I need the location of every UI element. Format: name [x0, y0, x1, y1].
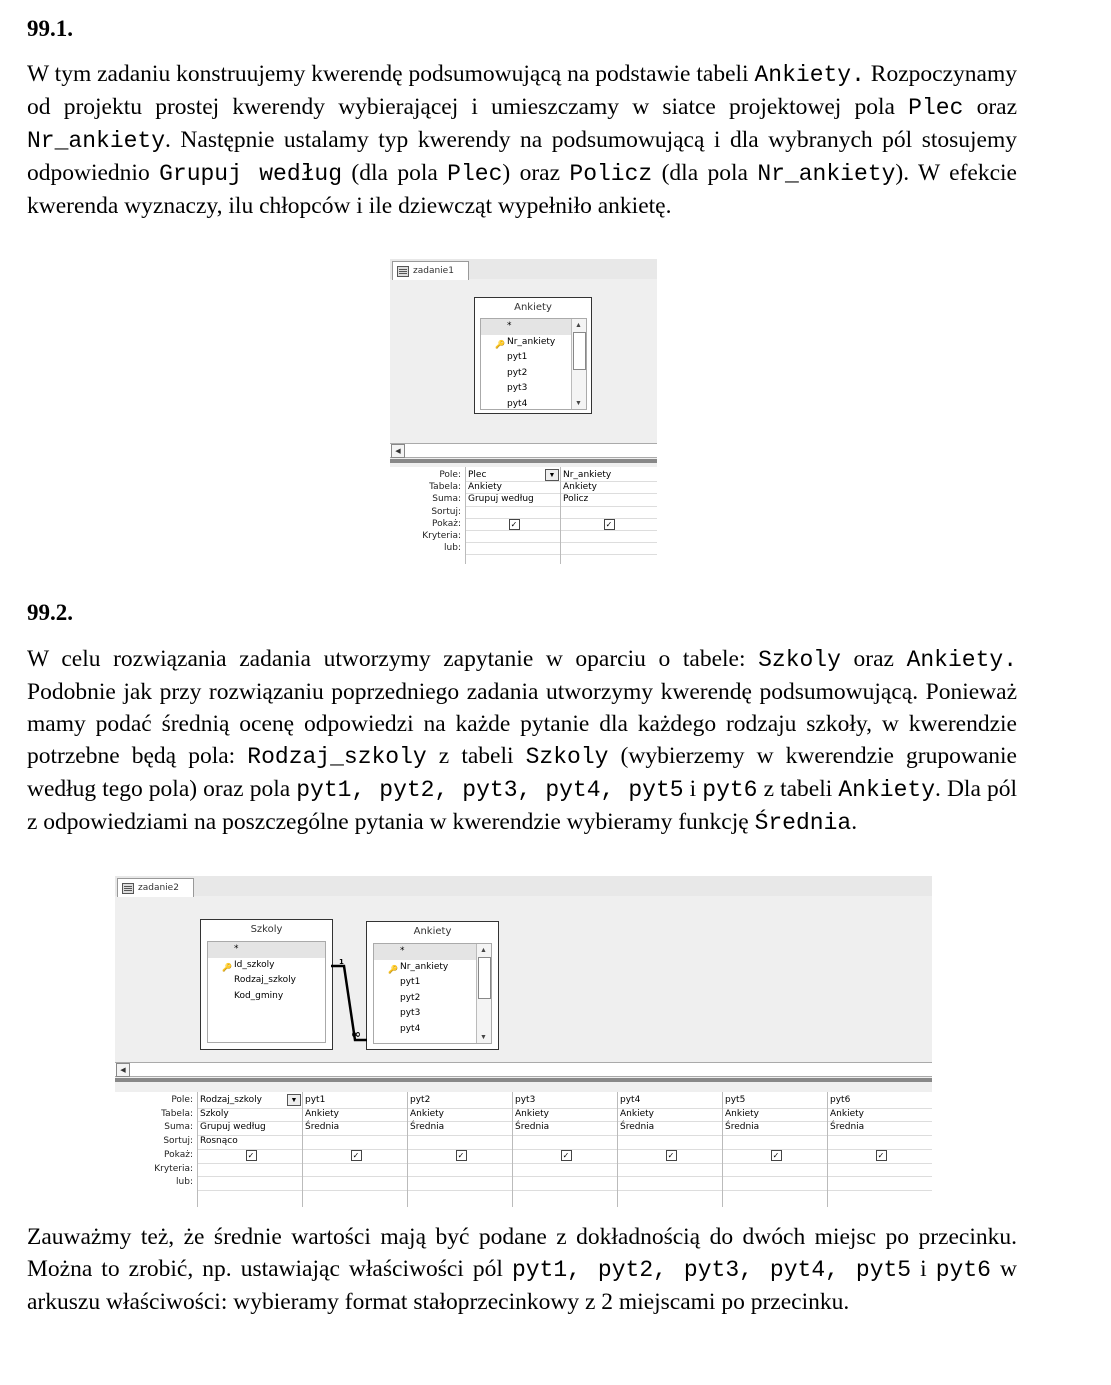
- field-name: pyt4: [400, 1023, 421, 1034]
- grid-cell-tabela[interactable]: Ankiety: [620, 1108, 654, 1119]
- field-item[interactable]: [374, 1022, 491, 1038]
- relation-one-label: 1: [339, 958, 344, 966]
- show-checkbox[interactable]: ✓: [509, 519, 520, 530]
- chevron-down-icon[interactable]: ▼: [287, 1094, 301, 1106]
- query-grid[interactable]: [115, 1092, 932, 1207]
- paragraph-99-2: [27, 643, 1017, 839]
- code-term: Szkoly: [525, 744, 609, 770]
- grid-cell-pole[interactable]: pyt2: [410, 1095, 431, 1105]
- field-name: *: [400, 946, 405, 956]
- grid-cell-pole[interactable]: Nr_ankiety: [563, 470, 612, 480]
- grid-row-label: Pole:: [171, 1095, 193, 1105]
- code-term: Nr_ankiety: [27, 128, 166, 154]
- field-list[interactable]: [480, 318, 587, 410]
- grid-cell-suma[interactable]: Policz: [563, 494, 589, 505]
- code-term: Grupuj według: [159, 161, 343, 187]
- scroll-left-icon[interactable]: ◀: [391, 444, 405, 458]
- grid-row-label: Pole:: [439, 470, 461, 480]
- primary-key-icon: 🔑: [495, 339, 505, 349]
- query-grid[interactable]: [390, 467, 657, 564]
- code-term: Nr_ankiety: [757, 161, 896, 187]
- horizontal-scrollbar[interactable]: [115, 1062, 932, 1077]
- text-run: i: [911, 1256, 936, 1282]
- grid-column[interactable]: [617, 1092, 723, 1207]
- section-title-99-1: 99.1.: [27, 16, 73, 41]
- query-design-window-zadanie1: [390, 259, 657, 564]
- tab-zadanie2[interactable]: [117, 878, 194, 897]
- field-item[interactable]: [208, 973, 325, 989]
- show-checkbox[interactable]: ✓: [771, 1150, 782, 1161]
- text-run: oraz: [840, 646, 907, 672]
- grid-cell-pole[interactable]: pyt6: [830, 1095, 851, 1105]
- field-name: *: [507, 321, 512, 331]
- field-name: pyt3: [507, 383, 528, 393]
- show-checkbox[interactable]: ✓: [604, 519, 615, 530]
- grid-cell-suma[interactable]: Średnia: [830, 1122, 865, 1133]
- chevron-down-icon[interactable]: ▼: [545, 469, 559, 481]
- grid-cell-tabela[interactable]: Ankiety: [305, 1108, 339, 1119]
- grid-cell-suma[interactable]: Średnia: [515, 1122, 550, 1133]
- code-term: pyt1, pyt2, pyt3, pyt4, pyt5: [296, 777, 684, 803]
- code-term: Ankiety.: [754, 62, 865, 88]
- show-checkbox[interactable]: ✓: [351, 1150, 362, 1161]
- tab-label: zadanie1: [413, 266, 454, 276]
- code-term: Plec: [908, 95, 964, 121]
- grid-row-label: Sortuj:: [431, 506, 461, 517]
- field-item[interactable]: [374, 975, 491, 991]
- text-run: (dla pola: [342, 160, 448, 186]
- field-name: *: [234, 944, 239, 954]
- grid-cell-suma[interactable]: Średnia: [620, 1122, 655, 1133]
- table-title: Ankiety: [514, 302, 552, 313]
- grid-cell-pole[interactable]: pyt3: [515, 1095, 536, 1105]
- pane-splitter[interactable]: [115, 1078, 932, 1082]
- field-name: pyt1: [507, 352, 528, 362]
- text-run: z tabeli: [426, 743, 526, 769]
- grid-cell-tabela[interactable]: Szkoly: [200, 1108, 229, 1119]
- grid-row-label: lub:: [444, 543, 461, 554]
- grid-cell-tabela[interactable]: Ankiety: [410, 1108, 444, 1119]
- grid-row-label: Tabela:: [161, 1108, 193, 1119]
- text-run: Podobnie jak przy rozwiązaniu poprzedniego zadania utworzymy kwerendę podsumowującą. Ponieważ mamy podać średnią ocenę odpowiedzi na każde pytanie dla każdego rodzaju szkoły, w kwerendzie potrzebne będą pola:: [27, 679, 1017, 769]
- grid-row-label: Kryteria:: [422, 531, 461, 541]
- paragraph-99-1: [27, 58, 1017, 222]
- grid-column[interactable]: [722, 1092, 828, 1207]
- grid-column[interactable]: [465, 467, 561, 564]
- grid-cell-suma[interactable]: Średnia: [725, 1122, 760, 1133]
- field-item[interactable]: [208, 989, 325, 1005]
- code-term: Ankiety.: [906, 647, 1017, 673]
- grid-cell-suma[interactable]: Grupuj według: [468, 494, 534, 505]
- grid-column[interactable]: [197, 1092, 303, 1207]
- text-run: oraz: [963, 94, 1018, 120]
- grid-row-label: Sortuj:: [163, 1136, 193, 1147]
- grid-cell-pole[interactable]: pyt4: [620, 1095, 641, 1105]
- field-name: pyt3: [400, 1008, 421, 1018]
- pane-splitter[interactable]: [390, 459, 657, 463]
- code-term: Ankiety: [838, 777, 935, 803]
- code-term: Policz: [569, 161, 653, 187]
- show-checkbox[interactable]: ✓: [561, 1150, 572, 1161]
- text-run: ) oraz: [502, 160, 570, 186]
- scroll-down-icon[interactable]: ▼: [575, 399, 582, 407]
- table-box-ankiety[interactable]: [474, 297, 592, 414]
- grid-cell-tabela[interactable]: Ankiety: [515, 1108, 549, 1119]
- field-name: Nr_ankiety: [507, 336, 556, 347]
- grid-cell-pole[interactable]: Plec: [468, 470, 487, 480]
- text-run: . Następnie ustalamy typ kwerendy na podsumowującą i dla wybranych pól stosujemy odpowiednio: [27, 127, 1017, 186]
- text-run: z tabeli: [757, 776, 839, 802]
- grid-cell-suma[interactable]: Średnia: [305, 1122, 340, 1133]
- field-item[interactable]: [374, 960, 491, 976]
- tab-zadanie1[interactable]: [392, 261, 469, 280]
- grid-column[interactable]: [302, 1092, 408, 1207]
- field-list[interactable]: [373, 943, 492, 1044]
- text-run: w arkuszu właściwości: wybieramy format stałoprzecinkowy z 2 miejscami po przecinku.: [27, 1256, 1017, 1315]
- relationship-connector: [331, 966, 367, 1040]
- table-box-szkoly[interactable]: [200, 919, 333, 1050]
- code-term: Szkoly: [758, 647, 841, 673]
- grid-cell-suma[interactable]: Średnia: [410, 1122, 445, 1133]
- field-name: Rodzaj_szkoly: [234, 975, 296, 985]
- field-all-star[interactable]: [374, 944, 491, 960]
- text-run: W celu rozwiązania zadania utworzymy zapytanie w oparciu o tabele:: [27, 646, 759, 672]
- text-run: i: [683, 776, 703, 802]
- show-checkbox[interactable]: ✓: [666, 1150, 677, 1161]
- section-title-99-2: 99.2.: [27, 600, 73, 625]
- scroll-left-icon[interactable]: ◀: [116, 1063, 130, 1077]
- field-list-scrollbar[interactable]: [476, 944, 491, 1043]
- code-term: pyt6: [935, 1257, 991, 1283]
- field-item[interactable]: [208, 958, 325, 974]
- paragraph-closing: [27, 1221, 1017, 1318]
- field-name: pyt2: [400, 992, 421, 1003]
- grid-row-label: Pokaż:: [432, 518, 461, 529]
- scroll-up-icon[interactable]: ▲: [575, 321, 582, 329]
- show-checkbox[interactable]: ✓: [246, 1150, 257, 1161]
- text-run: (wybierzemy w kwerendzie grupowanie według tego pola) oraz pola: [27, 743, 1017, 802]
- grid-column[interactable]: [560, 467, 656, 564]
- grid-cell-tabela[interactable]: Ankiety: [563, 482, 597, 493]
- grid-column[interactable]: [407, 1092, 513, 1207]
- grid-row-label: Kryteria:: [154, 1163, 193, 1174]
- tab-label: zadanie2: [138, 883, 179, 893]
- query-design-window-zadanie2: [115, 876, 932, 1207]
- field-name: Kod_gminy: [234, 990, 284, 1001]
- field-all-star[interactable]: [208, 942, 325, 958]
- grid-row-label: Tabela:: [429, 482, 461, 493]
- scroll-down-icon[interactable]: ▼: [480, 1033, 487, 1041]
- table-title: Szkoly: [250, 924, 283, 935]
- code-term: Średnia: [754, 810, 852, 836]
- text-run: Zauważmy też, że średnie wartości mają być podane z dokładnością do dwóch miejsc po przecinku. Można to zrobić, np. ustawiając właściwości pól: [27, 1224, 1017, 1282]
- grid-row-label: Suma:: [164, 1122, 193, 1133]
- grid-column[interactable]: [512, 1092, 618, 1207]
- field-name: pyt4: [507, 398, 528, 409]
- scroll-thumb[interactable]: [573, 332, 586, 370]
- grid-cell-suma[interactable]: Grupuj według: [200, 1122, 266, 1133]
- grid-cell-tabela[interactable]: Ankiety: [468, 482, 502, 493]
- code-term: pyt6: [702, 777, 758, 803]
- field-list-scrollbar[interactable]: [571, 319, 586, 409]
- table-box-ankiety[interactable]: [366, 921, 499, 1050]
- text-run: ). W efekcie kwerenda wyznaczy, ilu chłopców i ile dziewcząt wypełniło ankietę.: [27, 160, 1017, 219]
- field-item[interactable]: [374, 991, 491, 1007]
- code-term: Rodzaj_szkoly: [247, 744, 427, 770]
- table-title: Ankiety: [413, 926, 452, 937]
- text-run: (dla pola: [652, 160, 758, 186]
- primary-key-icon: 🔑: [222, 962, 232, 972]
- grid-cell-pole[interactable]: pyt5: [725, 1095, 746, 1105]
- relationship-line[interactable]: [331, 956, 371, 1046]
- show-checkbox[interactable]: ✓: [876, 1150, 887, 1161]
- primary-key-icon: 🔑: [388, 964, 398, 974]
- grid-row-label: lub:: [176, 1177, 193, 1188]
- scroll-thumb[interactable]: [478, 957, 491, 999]
- scroll-up-icon[interactable]: ▲: [480, 946, 487, 954]
- field-item[interactable]: [374, 1006, 491, 1022]
- text-run: Rozpoczynamy od projektu prostej kwerendy wybierającej i umieszczamy w siatce projektowej pola: [27, 61, 1017, 120]
- grid-cell-pole[interactable]: Rodzaj_szkoly: [200, 1095, 262, 1105]
- grid-cell-tabela[interactable]: Ankiety: [725, 1108, 759, 1119]
- text-run: W tym zadaniu konstruujemy kwerendę podsumowującą na podstawie tabeli: [27, 61, 755, 87]
- tab-bar: [115, 876, 932, 896]
- text-run: . Dla pól z odpowiedziami na poszczególne pytania w kwerendzie wybieramy funkcję: [27, 776, 1018, 835]
- field-list[interactable]: [207, 941, 326, 1043]
- grid-column[interactable]: [827, 1092, 932, 1207]
- field-name: pyt1: [400, 977, 421, 987]
- field-name: Id_szkoly: [234, 959, 275, 970]
- code-term: Plec: [447, 161, 503, 187]
- tab-bar: [390, 259, 657, 279]
- grid-row-label: Pokaż:: [164, 1149, 193, 1160]
- field-name: pyt2: [507, 367, 528, 378]
- horizontal-scrollbar[interactable]: [390, 443, 657, 458]
- grid-row-label: Suma:: [432, 494, 461, 505]
- field-name: Nr_ankiety: [400, 961, 449, 972]
- query-icon: [122, 883, 134, 894]
- show-checkbox[interactable]: ✓: [456, 1150, 467, 1161]
- grid-cell-tabela[interactable]: Ankiety: [830, 1108, 864, 1119]
- grid-cell-sortuj[interactable]: Rosnąco: [200, 1136, 238, 1147]
- query-icon: [397, 266, 409, 277]
- relation-many-label: ∞: [351, 1027, 361, 1041]
- grid-cell-pole[interactable]: pyt1: [305, 1095, 326, 1105]
- text-run: .: [851, 809, 858, 835]
- code-term: pyt1, pyt2, pyt3, pyt4, pyt5: [511, 1257, 912, 1283]
